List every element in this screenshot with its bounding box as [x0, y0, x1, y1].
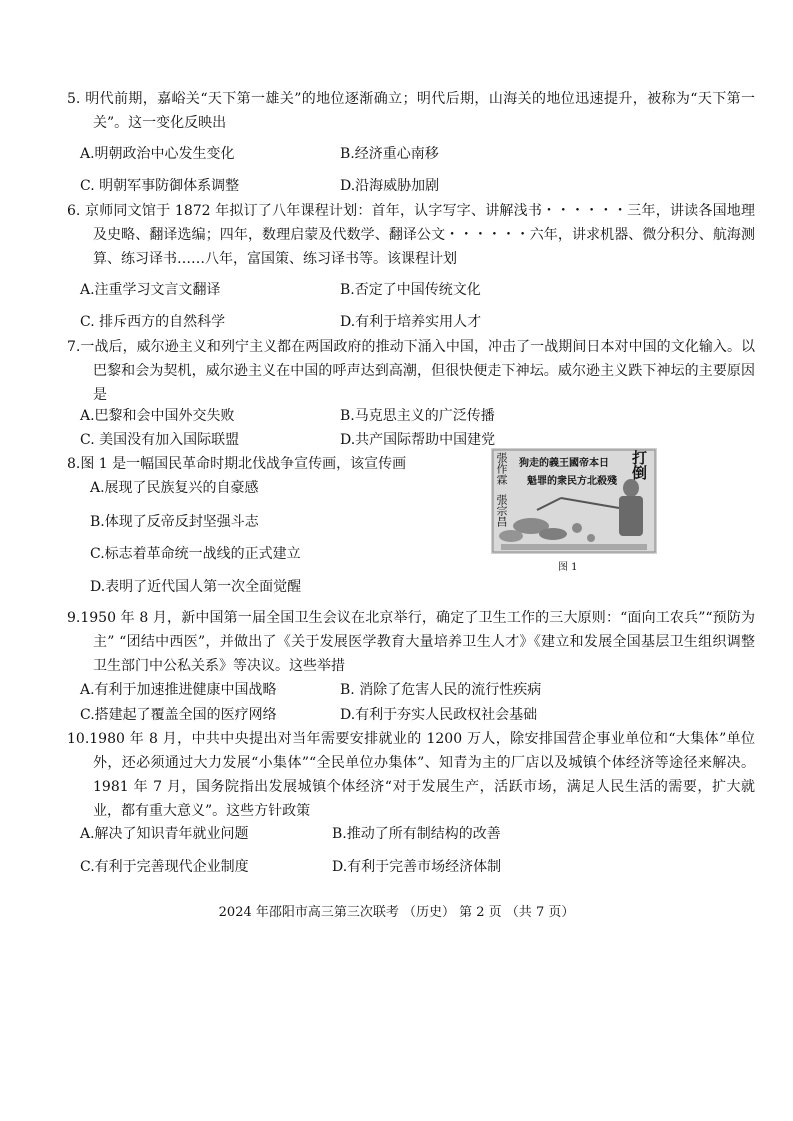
- question-9-stem: 9.1950 年 8 月，新中国第一届全国卫生会议在北京举行，确定了卫生工作的三大原则：“面向工农兵”“预防为主” “团结中西医”，并做出了《关于发展医学教育大量培养卫生人才》《建立和发展全国基层卫生组织调整卫生部门中公私关系》等决议。这些举措: [67, 610, 755, 674]
- question-7-option-d[interactable]: D.共产国际帮助中国建党: [340, 432, 496, 448]
- poster-slogan-line-2: 魁罪的衆民方北殺殘: [527, 476, 617, 487]
- question-10-option-b[interactable]: B.推动了所有制结构的改善: [332, 826, 501, 842]
- question-6-option-a[interactable]: A.注重学习文言文翻译: [80, 282, 221, 298]
- question-5-option-c[interactable]: C. 明朝军事防御体系调整: [80, 178, 240, 194]
- figure-1-propaganda-poster: [491, 448, 657, 554]
- question-8-option-d[interactable]: D.表明了近代国人第一次全面觉醒: [90, 579, 302, 595]
- question-10-stem: 10.1980 年 8 月，中共中央提出对当年需要安排就业的 1200 万人，除安排国营企事业单位和“大集体”单位外，还必须通过大力发展“小集体”“全民单位办集体”、知青为主的厂店以及城镇个体经济等途径来解决。1981 年 7 月，国务院指出发展城镇个体经济“对于发展生产，活跃市场，满足人民生活的需要，扩大就业，都有重大意义”。这些方针政策: [67, 731, 755, 819]
- question-9-option-d[interactable]: D.有利于夯实人民政权社会基础: [340, 707, 538, 723]
- figure-1-caption: 图 1: [558, 562, 578, 573]
- question-6-option-c[interactable]: C. 排斥西方的自然科学: [80, 314, 226, 330]
- question-8-option-c[interactable]: C.标志着革命统一战线的正式建立: [90, 546, 301, 562]
- question-8-option-b[interactable]: B.体现了反帝反封坚强斗志: [90, 514, 259, 530]
- question-6-stem: 6. 京师同文馆于 1872 年拟订了八年课程计划：首年，认字写字、讲解浅书・・・・・・三年，讲读各国地理及史略、翻译选编；四年，数理启蒙及代数学、翻译公文・・・・・・六年，讲求机器、微分积分、航海测算、练习译书……八年，富国策、练习译书等。该课程计划: [67, 203, 755, 267]
- question-8-stem: 8.图 1 是一幅国民革命时期北伐战争宣传画，该宣传画: [67, 456, 407, 472]
- poster-headline: 打倒: [630, 450, 648, 480]
- question-8-option-a[interactable]: A.展现了民族复兴的自豪感: [90, 480, 259, 496]
- question-10-option-d[interactable]: D.有利于完善市场经济体制: [332, 859, 502, 875]
- page-footer: 2024 年邵阳市高三第三次联考 （历史） 第 2 页 （共 7 页）: [218, 905, 575, 920]
- question-7-stem: 7.一战后，威尔逊主义和列宁主义都在两国政府的推动下涌入中国，冲击了一战期间日本对中国的文化输入。以巴黎和会为契机，威尔逊主义在中国的呼声达到高潮，但很快便走下神坛。威尔逊主义跌下神坛的主要原因是: [67, 339, 755, 403]
- question-7-option-a[interactable]: A.巴黎和会中国外交失败: [80, 408, 235, 424]
- question-9-option-b[interactable]: B. 消除了危害人民的流行性疾病: [340, 682, 542, 698]
- question-5-stem: 5. 明代前期，嘉峪关“天下第一雄关”的地位逐渐确立；明代后期，山海关的地位迅速提升，被称为“天下第一关”。这一变化反映出: [67, 91, 755, 131]
- question-5-option-a[interactable]: A.明朝政治中心发生变化: [80, 146, 235, 162]
- question-9-option-a[interactable]: A.有利于加速推进健康中国战略: [80, 682, 277, 698]
- poster-name-right: 張宗昌: [495, 494, 508, 527]
- question-10-option-a[interactable]: A.解决了知识青年就业问题: [80, 826, 249, 842]
- question-10-option-c[interactable]: C.有利于完善现代企业制度: [80, 859, 249, 875]
- question-7-option-b[interactable]: B.马克思主义的广泛传播: [340, 408, 495, 424]
- poster-name-left: 張作霖: [495, 452, 508, 485]
- question-5-option-d[interactable]: D.沿海威胁加剧: [340, 178, 440, 194]
- question-6-option-d[interactable]: D.有利于培养实用人才: [340, 314, 482, 330]
- question-5-option-b[interactable]: B.经济重心南移: [340, 146, 439, 162]
- question-9-option-c[interactable]: C.搭建起了覆盖全国的医疗网络: [80, 707, 277, 723]
- question-7-option-c[interactable]: C. 美国没有加入国际联盟: [80, 432, 240, 448]
- question-6-option-b[interactable]: B.否定了中国传统文化: [340, 282, 481, 298]
- poster-slogan-line-1: 狗走的義王國帝本日: [519, 458, 609, 469]
